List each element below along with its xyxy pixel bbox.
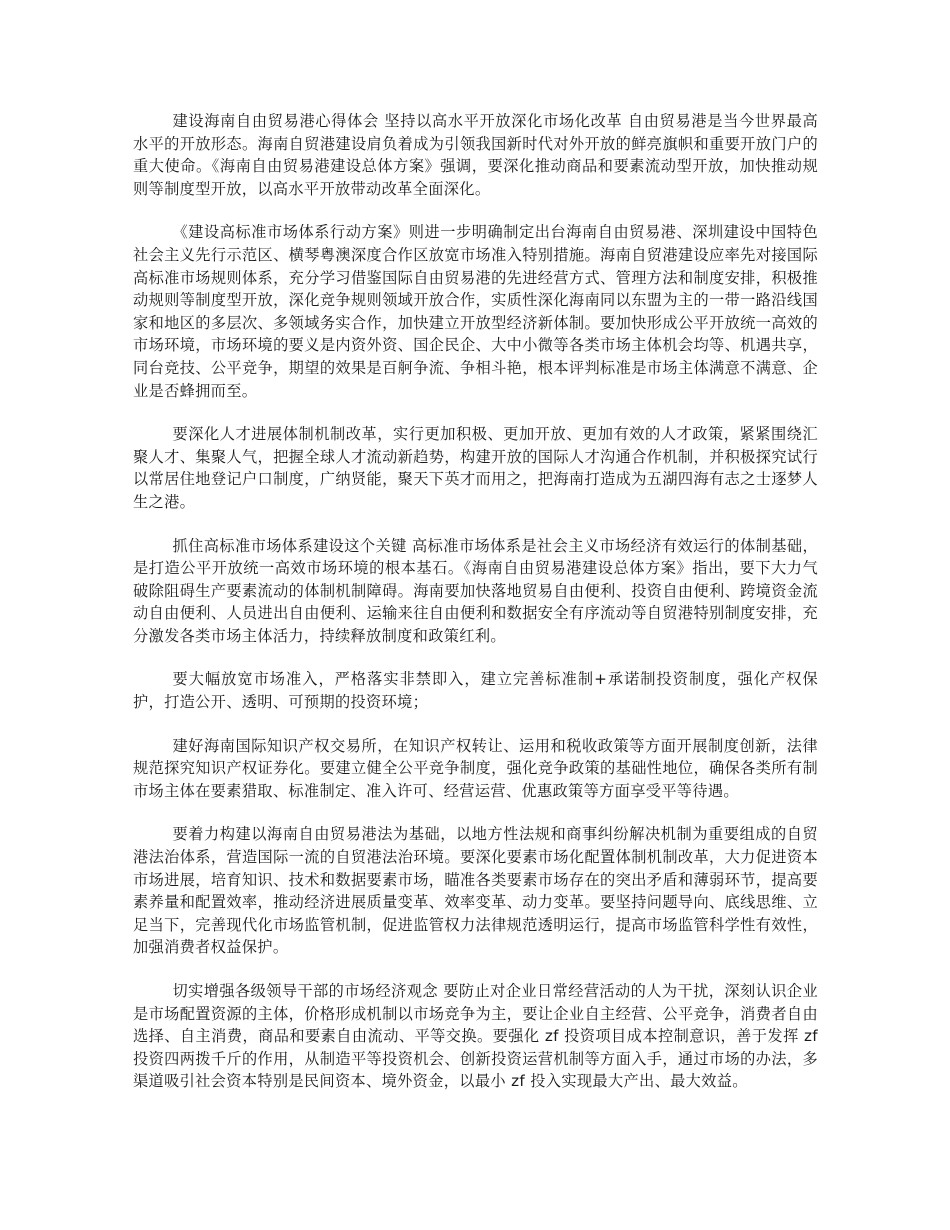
paragraph-3: 要深化人才进展体制机制改革，实行更加积极、更加开放、更加有效的人才政策，紧紧围绕汇聚人才、集聚人气，把握全球人才流动新趋势，构建开放的国际人才沟通合作机制，并积极探究试行以常居住地登记户口制度，广纳贤能，聚天下英才而用之，把海南打造成为五湖四海有志之士逐梦人生之港。 [133, 425, 818, 511]
document-body [133, 110, 818, 1114]
paragraph-2: 《建设高标准市场体系行动方案》则进一步明确制定出台海南自由贸易港、深圳建设中国特色社会主义先行示范区、横琴粤澳深度合作区放宽市场准入特别措施。海南自贸港建设应率先对接国际高标准市场规则体系，充分学习借鉴国际自由贸易港的先进经营方式、管理方法和制度安排，积极推动规则等制度型开放，深化竞争规则领域开放合作，实质性深化海南同以东盟为主的一带一路沿线国家和地区的多层次、多领域务实合作，加快建立开放型经济新体制。要加快形成公平开放统一高效的市场环境，市场环境的要义是内资外资、国企民企、大中小微等各类市场主体机会均等、机遇共享，同台竞技、公平竞争，期望的效果是百舸争流、争相斗艳，根本评判标准是市场主体满意不满意、企业是否蜂拥而至。 [133, 223, 818, 400]
paragraph-6: 建好海南国际知识产权交易所，在知识产权转让、运用和税收政策等方面开展制度创新，法律规范探究知识产权证券化。要建立健全公平竞争制度，强化竞争政策的基础性地位，确保各类所有制市场主体在要素猎取、标准制定、准入许可、经营运营、优惠政策等方面享受平等待遇。 [133, 736, 818, 800]
paragraph-1: 建设海南自由贸易港心得体会 坚持以高水平开放深化市场化改革 自由贸易港是当今世界最高水平的开放形态。海南自贸港建设肩负着成为引领我国新时代对外开放的鲜亮旗帜和重要开放门户的重大使命。《海南自由贸易港建设总体方案》强调，要深化推动商品和要素流动型开放，加快推动规则等制度型开放，以高水平开放带动改革全面深化。 [133, 112, 818, 198]
paragraph-7: 要着力构建以海南自由贸易港法为基础，以地方性法规和商事纠纷解决机制为重要组成的自贸港法治体系，营造国际一流的自贸港法治环境。要深化要素市场化配置体制机制改革，大力促进资本市场进展，培育知识、技术和数据要素市场，瞄准各类要素市场存在的突出矛盾和薄弱环节，提高要素养量和配置效率，推动经济进展质量变革、效率变革、动力变革。要坚持问题导向、底线思维、立足当下，完善现代化市场监管机制，促进监管权力法律规范透明运行，提高市场监管科学性有效性，加强消费者权益保护。 [133, 825, 818, 957]
paragraph-8: 切实增强各级领导干部的市场经济观念 要防止对企业日常经营活动的人为干扰，深刻认识企业是市场配置资源的主体，价格形成机制以市场竞争为主，要让企业自主经营、公平竞争，消费者自由选择、自主消费，商品和要素自由流动、平等交换。要强化 zf 投资项目成本控制意识，善于发挥 zf 投资四两拨千斤的作用，从制造平等投资机会、创新投资运营机制等方面入手，通过市场的办法，多渠道吸引社会资本特别是民间资本、境外资金，以最小 zf 投入实现最大产出、最大效益。 [133, 982, 818, 1091]
paragraph-5: 要大幅放宽市场准入，严格落实非禁即入，建立完善标准制+承诺制投资制度，强化产权保护，打造公开、透明、可预期的投资环境； [133, 670, 818, 712]
paragraph-4: 抓住高标准市场体系建设这个关键 高标准市场体系是社会主义市场经济有效运行的体制基础，是打造公平开放统一高效市场环境的根本基石。《海南自由贸易港建设总体方案》指出，要下大力气破除阻碍生产要素流动的体制机制障碍。海南要加快落地贸易自由便利、投资自由便利、跨境资金流动自由便利、人员进出自由便利、运输来往自由便利和数据安全有序流动等自贸港特别制度安排，充分激发各类市场主体活力，持续释放制度和政策红利。 [133, 536, 818, 645]
